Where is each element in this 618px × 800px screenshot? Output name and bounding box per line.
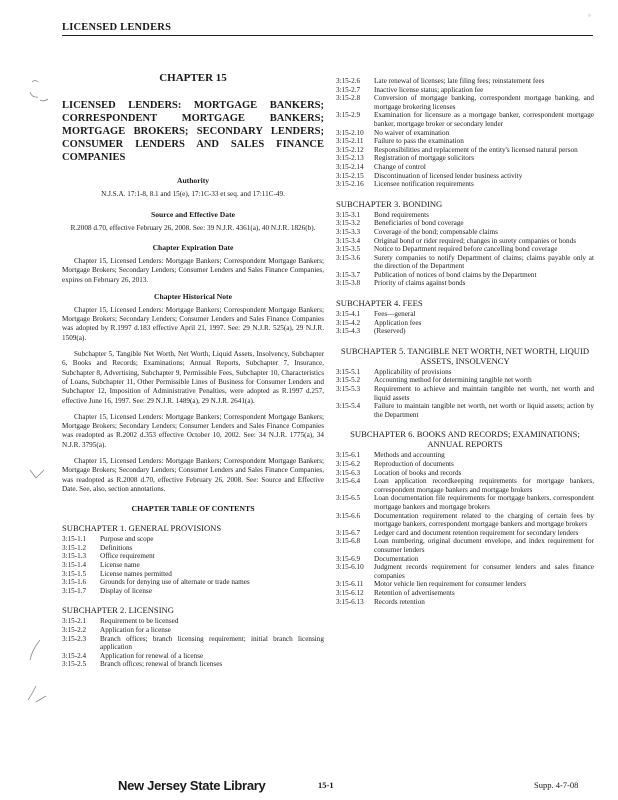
toc-section-number: 3:15-3.5: [336, 245, 361, 254]
page-footer: [0, 778, 618, 794]
toc-section-number: 3:15-6.8: [336, 537, 361, 546]
toc-section-number: 3:15-6.10: [336, 563, 364, 572]
toc-entry: [336, 279, 594, 288]
toc-section-number: 3:15-2.16: [336, 180, 364, 189]
toc-section-title: Accounting method for determining tangible net worth: [374, 376, 532, 385]
authority-text: N.J.S.A. 17:1-8, 8.1 and 15(e), 17:1C-33 et seq. and 17:11C-49.: [101, 190, 285, 198]
toc-section-title: Change of control: [374, 162, 426, 171]
authority-heading: Authority: [176, 176, 210, 185]
toc-section-number: 3:15-3.7: [336, 270, 361, 279]
toc-entry: [336, 537, 594, 554]
toc-entry: [336, 563, 594, 580]
library-watermark: New Jersey State Library: [118, 778, 266, 793]
toc-section-title: Requirement to achieve and maintain tangible net worth, net worth and liquid assets: [374, 385, 594, 402]
toc-section-title: Late renewal of licenses; late filing fees; reinstatement fees: [374, 77, 545, 85]
margin-scratch-mark: [26, 78, 52, 108]
toc-section-title: Application for a license: [100, 625, 171, 634]
running-header: LICENSED LENDERS: [62, 22, 593, 36]
toc-entry: [336, 512, 594, 529]
toc-entry: [62, 626, 324, 635]
toc-section-title: Ledger card and document retention requirement for secondary lenders: [374, 528, 579, 537]
margin-scratch-mark: [26, 466, 50, 486]
toc-section-title: Licensee notification requirements: [374, 180, 474, 189]
toc-section-title: Fees—general: [374, 310, 416, 319]
toc-section-title: Bond requirements: [374, 210, 429, 219]
toc-section-title: Discontinuation of licensed lender business activity: [374, 171, 523, 180]
toc-entry: [62, 652, 324, 661]
toc-entry: [336, 580, 594, 589]
toc-section-number: 3:15-4.2: [336, 318, 361, 327]
toc-entry: [62, 544, 324, 553]
toc-entry: [336, 477, 594, 494]
toc-section-title: Applicability of provisions: [374, 367, 452, 376]
toc-section-number: 3:15-2.13: [336, 154, 364, 163]
toc-entry: [336, 146, 594, 155]
history-paragraph: Subchapter 5, Tangible Net Worth, Net Worth, Liquid Assets, Insolvency, Subchapter 6, Books and Records; Examinations; Annual Reports, Subchapter 7, Insurance, Subchapter 8, Advertising, Subchapter 9, Permissible Fees, Subchapter 10, Characteristics of Loans, Subchapter 11, Other Permissible Lines of Business for Consumer Lenders and Subchapter 12, Imposition of Administrative Penalties, were adopted as R.1997 d.257, effective June 16, 1997. See: 29 N.J.R. 1489(a), 29 N.J.R. 2641(a).: [62, 350, 324, 405]
toc-section-number: 3:15-2.3: [62, 634, 87, 643]
page-number: 15-1: [318, 780, 334, 790]
subchapter-2-list-continued: [336, 77, 594, 189]
toc-section-number: 3:15-1.4: [62, 561, 87, 570]
toc-heading: CHAPTER TABLE OF CONTENTS: [131, 504, 255, 514]
toc-entry: [336, 319, 594, 328]
toc-section-title: Loan numbering, original document envelope, and index requirement for consumer lenders: [374, 537, 594, 554]
toc-section-number: 3:15-4.1: [336, 310, 361, 319]
toc-section-title: Records retention: [374, 597, 425, 606]
toc-section-title: Inactive license status; application fee: [374, 85, 484, 94]
toc-section-title: Beneficiaries of bond coverage: [374, 219, 464, 228]
toc-section-title: Failure to pass the examination: [374, 137, 464, 146]
toc-section-title: Responsibilities and replacement of the entity's licensed natural person: [374, 145, 578, 154]
toc-section-title: Branch offices; renewal of branch licenses: [100, 660, 223, 669]
toc-entry: [336, 111, 594, 128]
toc-section-number: 3:15-4.3: [336, 327, 361, 336]
toc-entry: [62, 552, 324, 561]
toc-entry: [336, 172, 594, 181]
toc-entry: [336, 137, 594, 146]
expiration-text: Chapter 15, Licensed Lenders: Mortgage Bankers; Correspondent Mortgage Bankers; Mortgage Brokers; Secondary Lenders; Consumer Lenders and Sales Finance Companies, expires on February 26, 2013.: [62, 257, 324, 284]
toc-section-number: 3:15-2.8: [336, 94, 361, 103]
toc-section-title: Notice to Department required before cancelling bond coverage: [374, 245, 558, 254]
toc-section-title: Loan documentation file requirements for mortgage bankers, correspondent mortgage bankers and mortgage brokers: [374, 494, 594, 511]
toc-entry: [336, 451, 594, 460]
toc-section-number: 3:15-1.1: [62, 535, 87, 544]
toc-section-number: 3:15-6.5: [336, 494, 361, 503]
toc-section-number: 3:15-2.4: [62, 651, 87, 660]
toc-section-number: 3:15-2.9: [336, 111, 361, 120]
toc-section-number: 3:15-2.11: [336, 137, 364, 146]
corner-mark: ◦: [587, 10, 591, 20]
toc-section-title: Office requirement: [100, 552, 155, 561]
toc-section-title: Location of books and records: [374, 468, 462, 477]
margin-scratch-mark: [24, 636, 54, 706]
toc-section-number: 3:15-6.12: [336, 588, 364, 597]
toc-section-number: 3:15-5.4: [336, 402, 361, 411]
toc-entry: [336, 385, 594, 402]
toc-section-title: Priority of claims against bonds: [374, 279, 466, 288]
toc-section-number: 3:15-2.15: [336, 171, 364, 180]
toc-section-title: Purpose and scope: [100, 535, 154, 544]
toc-section-title: (Reserved): [374, 327, 406, 336]
toc-entry: [336, 460, 594, 469]
toc-section-title: Requirement to be licensed: [100, 617, 179, 626]
toc-section-title: Conversion of mortgage banking, correspondent mortgage banking, and mortgage brokering licenses: [374, 94, 594, 111]
toc-entry: [336, 327, 594, 336]
toc-section-number: 3:15-2.12: [336, 145, 364, 154]
toc-section-title: Coverage of the bond; compensable claims: [374, 227, 498, 236]
history-paragraph: Chapter 15, Licensed Lenders: Mortgage Bankers; Correspondent Mortgage Bankers; Mortgage Brokers; Secondary Lenders; Consumer Lenders and Sales Finance Companies was readopted as R.2002 d.353 effective October 10, 2002. See: 34 N.J.R. 1775(a), 34 N.J.R. 3795(a).: [62, 412, 324, 449]
toc-entry: [62, 570, 324, 579]
history-heading: Chapter Historical Note: [154, 291, 232, 301]
toc-entry: [62, 535, 324, 544]
subchapter-4-list: [336, 310, 594, 336]
subchapter-3-title: SUBCHAPTER 3. BONDING: [336, 198, 443, 209]
toc-section-title: Retention of advertisements: [374, 588, 455, 597]
toc-section-number: 3:15-2.2: [62, 625, 87, 634]
toc-section-number: 3:15-6.13: [336, 597, 364, 606]
toc-section-title: Reproduction of documents: [374, 460, 454, 468]
toc-section-title: Original bond or rider required; changes in surety companies or bonds: [374, 236, 576, 245]
toc-entry: [336, 245, 594, 254]
toc-section-number: 3:15-3.3: [336, 227, 361, 236]
subchapter-1-title: SUBCHAPTER 1. GENERAL PROVISIONS: [62, 523, 222, 534]
toc-entry: [336, 180, 594, 189]
toc-entry: [62, 561, 324, 570]
toc-section-title: Surety companies to notify Department of claims; claims payable only at the direction of the Department: [374, 253, 594, 271]
subchapter-5-list: [336, 368, 594, 420]
toc-entry: [336, 368, 594, 377]
toc-section-title: Documentation: [374, 554, 419, 563]
expiration-heading: Chapter Expiration Date: [152, 243, 234, 252]
toc-section-number: 3:15-5.2: [336, 376, 361, 385]
toc-entry: [62, 635, 324, 652]
toc-entry: [62, 660, 324, 669]
toc-section-title: Application fees: [374, 318, 422, 327]
toc-entry: [336, 555, 594, 564]
toc-section-number: 3:15-6.9: [336, 554, 361, 563]
toc-section-title: Publication of notices of bond claims by the Department: [374, 270, 537, 279]
toc-section-number: 3:15-1.5: [62, 569, 87, 578]
toc-entry: [62, 617, 324, 626]
toc-section-title: License name: [100, 561, 140, 570]
toc-entry: [336, 228, 594, 237]
chapter-title: LICENSED LENDERS: MORTGAGE BANKERS; CORRESPONDENT MORTGAGE BANKERS; MORTGAGE BROKERS; SECONDARY LENDERS; CONSUMER LENDERS AND SALES FINANCE COMPANIES: [62, 100, 324, 163]
toc-entry: [336, 154, 594, 163]
toc-entry: [62, 587, 324, 596]
toc-section-title: Branch offices; branch licensing requirement; initial branch licensing application: [100, 634, 324, 652]
toc-section-title: Definitions: [100, 543, 133, 552]
subchapter-3-list: [336, 211, 594, 288]
toc-section-number: 3:15-2.10: [336, 128, 364, 137]
toc-section-number: 3:15-5.3: [336, 385, 361, 394]
toc-section-number: 3:15-1.7: [62, 586, 87, 595]
source-text: R.2008 d.70, effective February 26, 2008. See: 39 N.J.R. 4361(a), 40 N.J.R. 1826(b).: [70, 223, 316, 232]
toc-section-number: 3:15-6.3: [336, 468, 361, 477]
toc-entry: [336, 254, 594, 271]
toc-section-title: Display of license: [100, 586, 152, 595]
toc-section-number: 3:15-1.2: [62, 543, 87, 552]
toc-section-number: 3:15-6.11: [336, 580, 364, 589]
toc-section-title: Motor vehicle lien requirement for consumer lenders: [374, 580, 527, 589]
toc-entry: [336, 86, 594, 95]
toc-entry: [336, 94, 594, 111]
toc-section-number: 3:15-6.4: [336, 477, 361, 486]
toc-section-number: 3:15-2.1: [62, 617, 87, 626]
toc-section-number: 3:15-6.2: [336, 460, 361, 468]
toc-section-title: Examination for licensure as a mortgage banker, correspondent mortgage banker, mortgage broker or secondary lender: [374, 111, 594, 128]
toc-entry: [336, 77, 594, 86]
toc-section-number: 3:15-3.1: [336, 210, 361, 219]
toc-section-title: License names permitted: [100, 569, 172, 578]
toc-entry: [336, 494, 594, 511]
history-paragraph: Chapter 15, Licensed Lenders: Mortgage Bankers; Correspondent Mortgage Bankers; Mortgage Brokers; Secondary Lenders; Consumer Lenders and Sales Finance Companies was adopted by R.1997 d.183 effective April 21, 1997. See: 29 N.J.R. 525(a), 29 N.J.R. 1509(a).: [62, 305, 324, 342]
toc-section-title: Failure to maintain tangible net worth, net worth or liquid assets; action by the Department: [374, 402, 594, 419]
toc-entry: [336, 129, 594, 138]
right-column: [336, 77, 594, 606]
subchapter-6-title: SUBCHAPTER 6. BOOKS AND RECORDS; EXAMINATIONS; ANNUAL REPORTS: [350, 429, 580, 450]
toc-entry: [336, 310, 594, 319]
toc-section-number: 3:15-2.14: [336, 162, 364, 171]
toc-section-number: 3:15-6.1: [336, 451, 361, 460]
subchapter-5-title: SUBCHAPTER 5. TANGIBLE NET WORTH, NET WORTH, LIQUID ASSETS, INSOLVENCY: [340, 345, 590, 366]
chapter-number: CHAPTER 15: [159, 72, 227, 84]
supplement-date: Supp. 4-7-08: [534, 780, 579, 790]
toc-entry: [336, 402, 594, 419]
toc-section-number: 3:15-1.3: [62, 552, 87, 561]
source-heading: Source and Effective Date: [150, 209, 235, 219]
toc-section-title: Documentation requirement related to the charging of certain fees by mortgage bankers, correspondent mortgage bankers and mortgage brokers: [374, 511, 594, 529]
toc-section-number: 3:15-2.7: [336, 85, 361, 94]
toc-section-title: Registration of mortgage solicitors: [374, 154, 475, 163]
toc-section-title: No waiver of examination: [374, 128, 450, 137]
toc-entry: [336, 376, 594, 385]
toc-section-number: 3:15-3.8: [336, 279, 361, 288]
toc-entry: [336, 598, 594, 607]
toc-section-number: 3:15-3.2: [336, 219, 361, 228]
toc-section-number: 3:15-6.6: [336, 511, 361, 520]
toc-section-title: Judgment records requirement for consumer lenders and sales finance companies: [374, 563, 594, 580]
toc-section-number: 3:15-3.4: [336, 236, 361, 245]
toc-section-number: 3:15-5.1: [336, 367, 361, 376]
toc-entry: [336, 237, 594, 246]
subchapter-6-list: [336, 451, 594, 606]
toc-section-number: 3:15-2.6: [336, 77, 361, 85]
toc-section-title: Grounds for denying use of alternate or trade names: [100, 578, 250, 587]
subchapter-2-list: [62, 617, 324, 669]
toc-section-number: 3:15-6.7: [336, 528, 361, 537]
history-paragraph: Chapter 15, Licensed Lenders: Mortgage Bankers; Correspondent Mortgage Bankers; Mortgage Brokers; Secondary Lenders; Consumer Lenders and Sales Finance Companies, was readopted as R.2008 d.70, effective February 26, 2008. See: Source and Effective Date. See, also, section annotations.: [62, 457, 324, 493]
subchapter-4-title: SUBCHAPTER 4. FEES: [336, 298, 423, 309]
toc-entry: [336, 529, 594, 538]
toc-entry: [62, 578, 324, 587]
toc-entry: [336, 211, 594, 220]
toc-entry: [336, 469, 594, 478]
toc-entry: [336, 219, 594, 228]
subchapter-1-list: [62, 535, 324, 595]
toc-section-number: 3:15-2.5: [62, 660, 87, 669]
toc-entry: [336, 163, 594, 172]
toc-section-number: 3:15-3.6: [336, 253, 361, 262]
toc-entry: [336, 589, 594, 598]
toc-section-title: Methods and accounting: [374, 451, 445, 460]
toc-section-number: 3:15-1.6: [62, 578, 87, 587]
toc-entry: [336, 271, 594, 280]
subchapter-2-title: SUBCHAPTER 2. LICENSING: [62, 605, 174, 616]
toc-section-title: Loan application recordkeeping requirements for mortgage bankers, correspondent mortgage bankers and mortgage brokers: [374, 477, 594, 494]
left-column: [62, 72, 324, 669]
toc-section-title: Application for renewal of a license: [100, 651, 204, 660]
